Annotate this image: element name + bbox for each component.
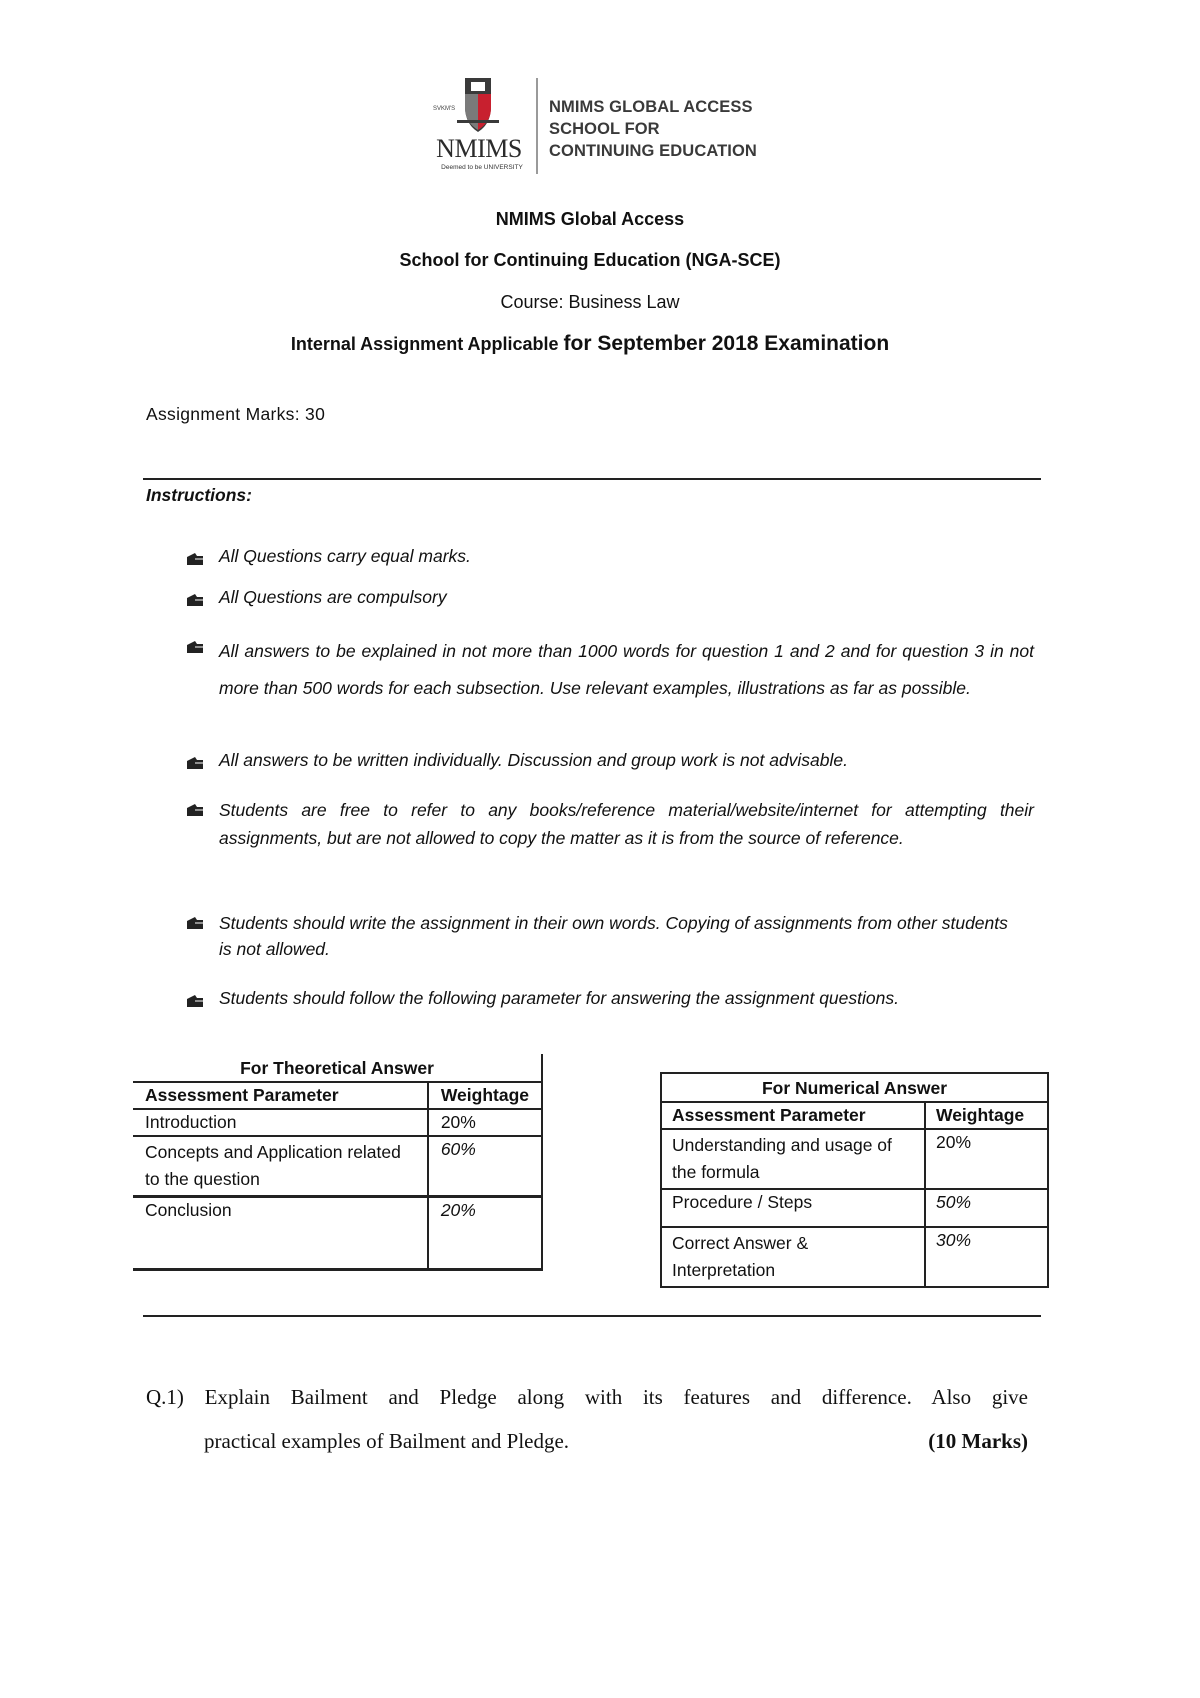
theoretical-row-param: Concepts and Application related to the question [133,1136,428,1197]
numerical-row-param: Correct Answer & Interpretation [661,1227,925,1287]
theoretical-row-param: Conclusion [133,1197,428,1270]
logo-wordmark [549,96,757,162]
instruction-item: All Questions carry equal marks. [219,546,471,566]
theoretical-col-parameter: Assessment Parameter [133,1082,428,1109]
hand-pointer-icon [186,552,204,566]
question-1-line-1: Q.1) Explain Bailment and Pledge along with its features and difference. Also give [146,1385,1028,1409]
numerical-row-param: Understanding and usage of the formula [661,1129,925,1189]
logo-tiny-text: SVKM'S [433,106,456,112]
theoretical-row-weight: 20% [428,1109,542,1136]
numerical-row-weight: 20% [925,1129,1048,1189]
theoretical-row-weight: 20% [428,1197,542,1270]
instruction-item: All answers to be explained in not more than 1000 words for question 1 and 2 and for question 3 in not more than 500 words for each subsection. Use relevant examples, illustrations as far as possible. [219,641,1034,698]
theoretical-row-weight: 60% [428,1136,542,1197]
numerical-answer-table [660,1072,1049,1288]
question-1-line-2: practical examples of Bailment and Pledge. [204,1429,570,1453]
theoretical-table-title: For Theoretical Answer [133,1054,542,1082]
hand-pointer-icon [186,916,204,930]
numerical-row-param: Procedure / Steps [661,1189,925,1227]
numerical-col-parameter: Assessment Parameter [661,1102,925,1129]
theoretical-col-weightage: Weightage [428,1082,542,1109]
assignment-title-part1: Internal Assignment Applicable [290,334,564,354]
numerical-table-title: For Numerical Answer [661,1073,1048,1102]
assignment-title-part2: for September 2018 Examination [563,332,890,355]
assignment-title [0,332,1180,356]
nmims-logo [433,76,763,176]
logo-divider [536,78,538,174]
logo-line-2: SCHOOL FOR [549,120,660,138]
theoretical-answer-table [133,1054,543,1271]
logo-nmims-text: NMIMS [436,134,522,163]
instruction-item: Students are free to refer to any books/reference material/website/internet for attempting their assignments, but are not allowed to copy the matter as it is from the source of reference. [219,800,1034,848]
hand-pointer-icon [186,803,204,817]
hand-pointer-icon [186,640,204,654]
instruction-item: All Questions are compulsory [219,587,447,607]
hand-pointer-icon [186,994,204,1008]
institution-name: NMIMS Global Access [495,209,685,229]
numerical-col-weightage: Weightage [925,1102,1048,1129]
instruction-item: Students should follow the following parameter for answering the assignment questions. [219,988,899,1008]
course-name: Course: Business Law [500,292,680,312]
question-1-marks: (10 Marks) [928,1429,1028,1453]
instruction-item: All answers to be written individually. Discussion and group work is not advisable. [219,750,849,770]
bottom-divider [143,1315,1041,1317]
hand-pointer-icon [186,756,204,770]
hand-pointer-icon [186,593,204,607]
numerical-row-weight: 50% [925,1189,1048,1227]
assignment-marks: Assignment Marks: 30 [146,404,326,424]
logo-line-1: NMIMS GLOBAL ACCESS [549,98,753,116]
instructions-heading: Instructions: [146,485,252,505]
theoretical-row-param: Introduction [133,1109,428,1136]
instruction-item: Students should write the assignment in their own words. Copying of assignments from other students is not allowed. [219,913,1008,959]
top-divider [143,478,1041,480]
logo-line-3: CONTINUING EDUCATION [549,142,757,160]
university-crest [433,76,523,176]
logo-university-text: Deemed to be UNIVERSITY [441,164,523,171]
school-name: School for Continuing Education (NGA-SCE) [399,250,781,270]
numerical-row-weight: 30% [936,1230,972,1250]
